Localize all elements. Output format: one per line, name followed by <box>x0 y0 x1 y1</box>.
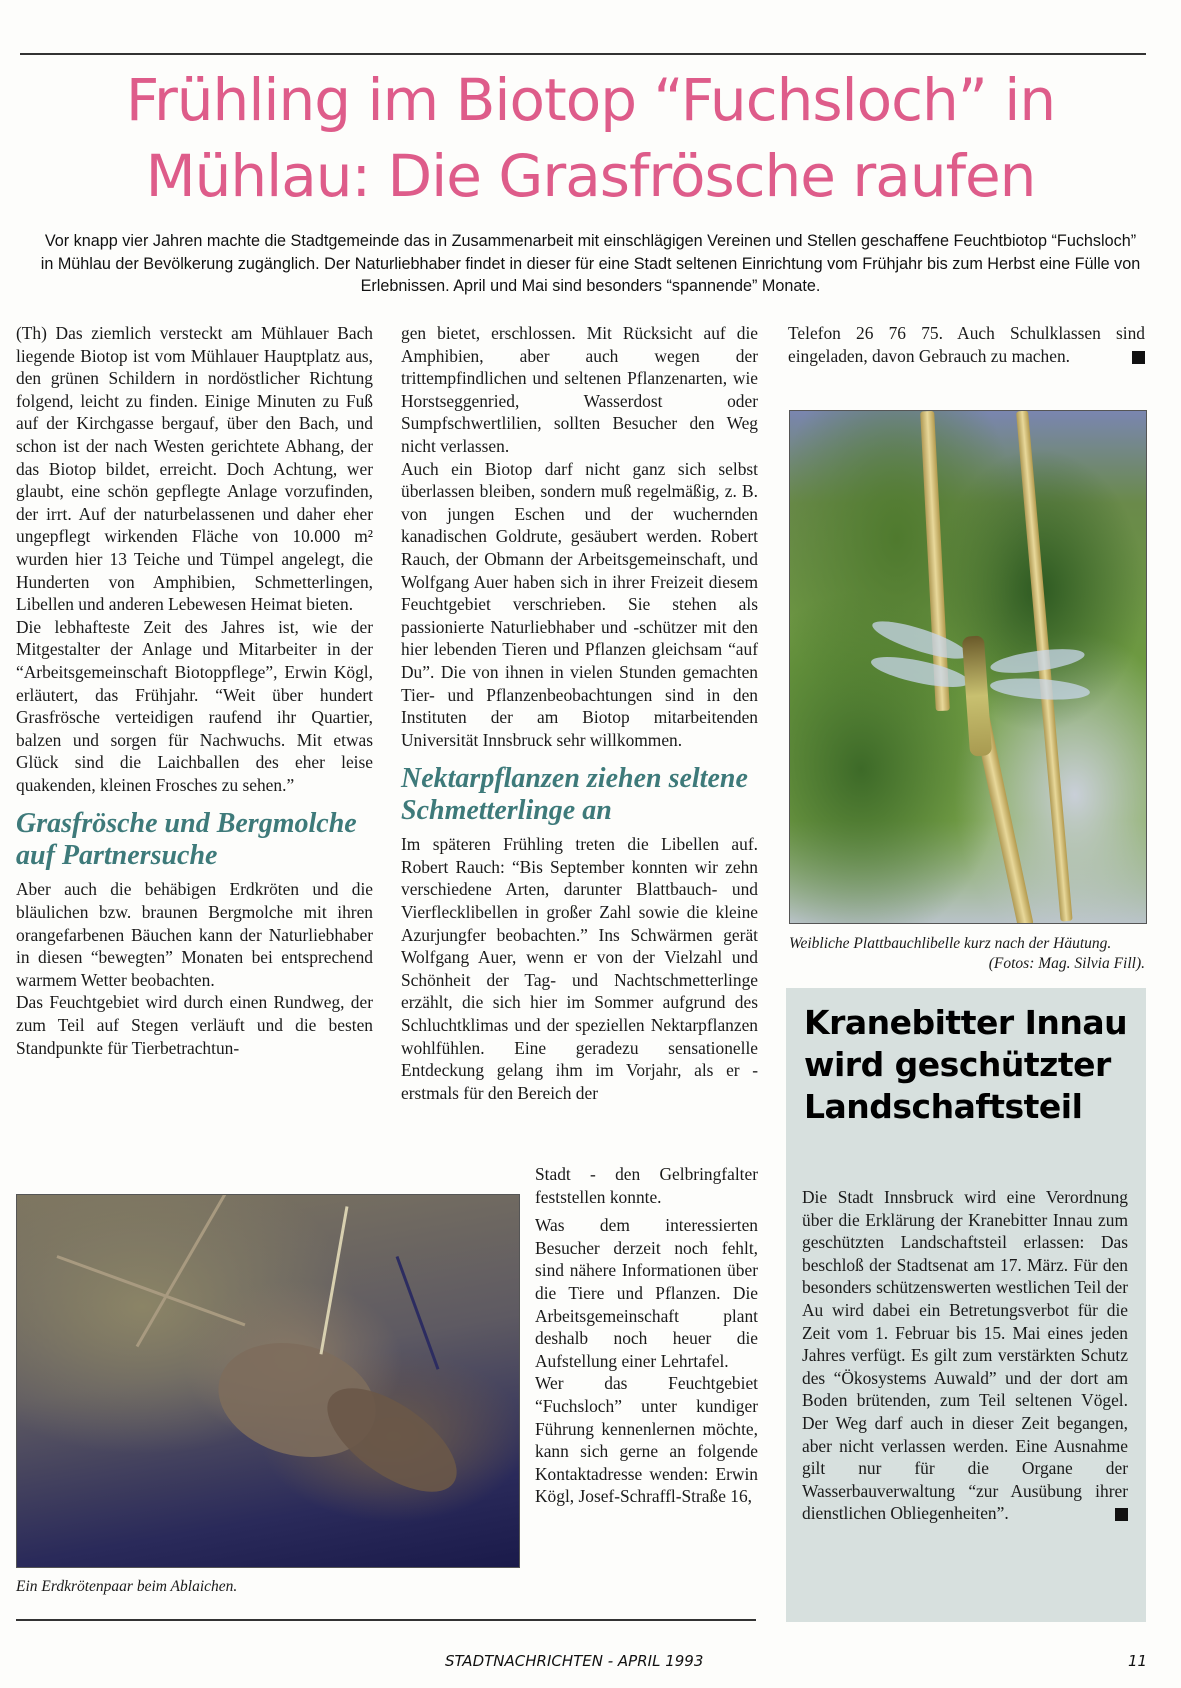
toad-caption: Ein Erdkrötenpaar beim Ablaichen. <box>16 1578 238 1595</box>
paragraph: Was dem interessierten Besucher derzeit noch fehlt, sind nähere Informationen über die Tiere und Pflanzen. Die Arbeitsgemeinschaft plant deshalb noch heuer die Aufstellung einer Lehrtafel. <box>535 1215 758 1371</box>
page-number: 11 <box>1128 1652 1148 1670</box>
paragraph: (Th) Das ziemlich versteckt am Mühlauer Bach liegende Biotop ist vom Mühlauer Hauptplatz aus, den grünen Schildern in nordöstlicher Richtung folgend, leicht zu finden. Einige Minuten zu Fuß auf der Kirchgasse bergauf, über den Bach, und schon ist der nach Westen gerichtete Abhang, der das Biotop bildet, erreicht. Doch Achtung, wer glaubt, eine schön gepflegte Anlage vorzufinden, der irrt. Auf der naturbelassenen und daher eher ungepflegt wirkenden Fläche von 10.000 m² wurden hier 13 Teiche und Tümpel angelegt, die Hunderten von Amphibien, Schmetterlingen, Libellen und anderen Lebewesen Heimat bieten. <box>16 323 373 615</box>
dragonfly-photo <box>789 410 1147 924</box>
paragraph: Das Feuchtgebiet wird durch einen Rundweg, der zum Teil auf Stegen verläuft und die besten Standpunkte für Tierbetrachtun- <box>16 992 373 1058</box>
paragraph: gen bietet, erschlossen. Mit Rücksicht auf die Amphibien, aber auch wegen der trittempfindlichen und seltenen Pflanzenarten, wie Horstseggenried, Wasserdost oder Sumpfschwertlilien, sollten Besucher den Weg nicht verlassen. <box>401 323 758 456</box>
twig <box>396 1256 440 1370</box>
column-1 <box>16 322 373 1059</box>
title-line-2: Mühlau: Die Grasfrösche raufen <box>145 142 1036 210</box>
end-mark-icon <box>1115 1508 1128 1521</box>
column-2 <box>401 322 758 1104</box>
end-mark-icon <box>1132 351 1145 364</box>
paragraph: Im späteren Frühling treten die Libellen auf. Robert Rauch: “Bis September konnten wir zehn verschiedene Arten, darunter Blattbauch- und Vierflecklibellen in großer Zahl sowie die kleine Azurjungfer beobachten.” Ins Schwärmen gerät Wolfgang Auer, wenn er von der Vielzahl und Schönheit der Tag- und Nachtschmetterlinge erzählt, die sich hier im Sommer aufgrund des Schluchtklimas und der speziellen Nektarpflanzen wohlfühlen. Eine geradezu sensationelle Entdeckung gelang ihm im Vorjahr, als er - erstmals für den Bereich der <box>401 834 758 1103</box>
dragonfly-wing <box>989 676 1090 703</box>
column-3 <box>788 322 1145 367</box>
top-rule <box>20 53 1146 55</box>
paragraph: Wer das Feuchtgebiet “Fuchsloch” unter kundiger Führung kennenlernen möchte, kann sich gerne an folgende Kontaktadresse wenden: Erwin Kögl, Josef-Schraffl-Straße 16, <box>535 1373 758 1507</box>
dragonfly-caption <box>789 934 1145 974</box>
sidebar-box-title: Kranebitter Innau wird geschützter Landschaftsteil <box>804 1003 1128 1126</box>
caption-text: Weibliche Plattbauchlibelle kurz nach der Häutung. <box>789 935 1112 952</box>
twig <box>319 1206 348 1354</box>
photo-credit: (Fotos: Mag. Silvia Fill). <box>988 955 1145 972</box>
toad-photo <box>16 1194 520 1568</box>
title-line-1: Frühling im Biotop “Fuchsloch” in <box>125 66 1056 134</box>
paragraph: Auch ein Biotop darf nicht ganz sich selbst überlassen bleiben, sondern muß regelmäßig, z. B. von jungen Eschen und der wuchernden kanadischen Goldrute, gesäubert werden. Robert Rauch, der Obmann der Arbeitsgemeinschaft, und Wolfgang Auer haben sich in ihrer Freizeit diesem Feuchtgebiet verschrieben. Sie stehen als passionierte Naturliebhaber und -schützer mit den hier lebenden Tieren und Pflanzen gleichsam “auf Du”. Die von ihnen in vielen Stunden gemachten Tier- und Pflanzenbeobachtungen sind in den Instituten der am Biotop mitarbeitenden Universität Innsbruck sehr willkommen. <box>401 458 758 750</box>
subheading: Grasfrösche und Bergmolche auf Partnersuche <box>16 808 357 872</box>
dragonfly-body <box>962 635 992 756</box>
article-title <box>0 62 1181 214</box>
paragraph: Stadt - den Gelbringfalter feststellen konnte. <box>535 1164 758 1207</box>
article-lead: Vor knapp vier Jahren machte die Stadtgemeinde das in Zusammenarbeit mit einschlägigen Vereinen und Stellen geschaffene Feuchtbiotop “Fuchsloch” in Mühlau der Bevölkerung zugänglich. Der Naturliebhaber findet in dieser für eine Stadt seltenen Einrichtung vom Frühjahr bis zum Herbst eine Fülle von Erlebnissen. April und Mai sind besonders “spannende” Monate. <box>40 232 1141 295</box>
paragraph: Telefon 26 76 75. Auch Schulklassen sind eingeladen, davon Gebrauch zu machen. <box>788 323 1145 366</box>
subheading: Nektarpflanzen ziehen seltene Schmetterlinge an <box>401 763 748 827</box>
sidebar-box-text <box>802 1186 1128 1525</box>
twig <box>136 1194 229 1347</box>
bottom-rule <box>16 1619 756 1621</box>
paragraph: Die Stadt Innsbruck wird eine Verordnung über die Erklärung der Kranebitter Innau zum geschützten Landschaftsteil erlassen: Das beschloß der Stadtsenat am 17. März. Für den besonders schützenswerten westlichen Teil der Au wird dabei ein Betretungsverbot für die Zeit vom 1. Februar bis 15. Mai eines jeden Jahres verfügt. Es gilt zum verstärkten Schutz des “Ökosystems Auwald” und der dort am Boden brütenden, zum Teil seltenen Vögel. Der Weg darf auch in dieser Zeit begangen, aber nicht verlassen werden. Eine Ausnahme gilt nur für die Organe der Wasserbauverwaltung “zur Ausübung ihrer dienstlichen Obliegenheiten”. <box>802 1187 1128 1524</box>
paragraph: Die lebhafteste Zeit des Jahres ist, wie der Mitgestalter der Anlage und Mitarbeiter in der “Arbeitsgemeinschaft Biotoppflege”, Erwin Kögl, erläutert, das Frühjahr. “Weit über hundert Grasfrösche verteidigen raufend ihr Quartier, balzen und sorgen für Nachwuchs. Mit etwas Glück sind die Laichballen des eher leise quakenden, kleinen Frosches zu sehen.” <box>16 616 373 795</box>
publication-footer: STADTNACHRICHTEN - APRIL 1993 <box>445 1652 704 1670</box>
twig <box>56 1255 245 1326</box>
column-2-continued <box>535 1163 758 1508</box>
paragraph: Aber auch die behäbigen Erdkröten und die bläulichen bzw. braunen Bergmolche mit ihren orangefarbenen Bäuchen kann der Naturliebhaber in diesen “bewegten” Monaten bei entsprechend warmem Wetter beobachten. <box>16 879 373 990</box>
sidebar-news-box <box>786 988 1146 1622</box>
